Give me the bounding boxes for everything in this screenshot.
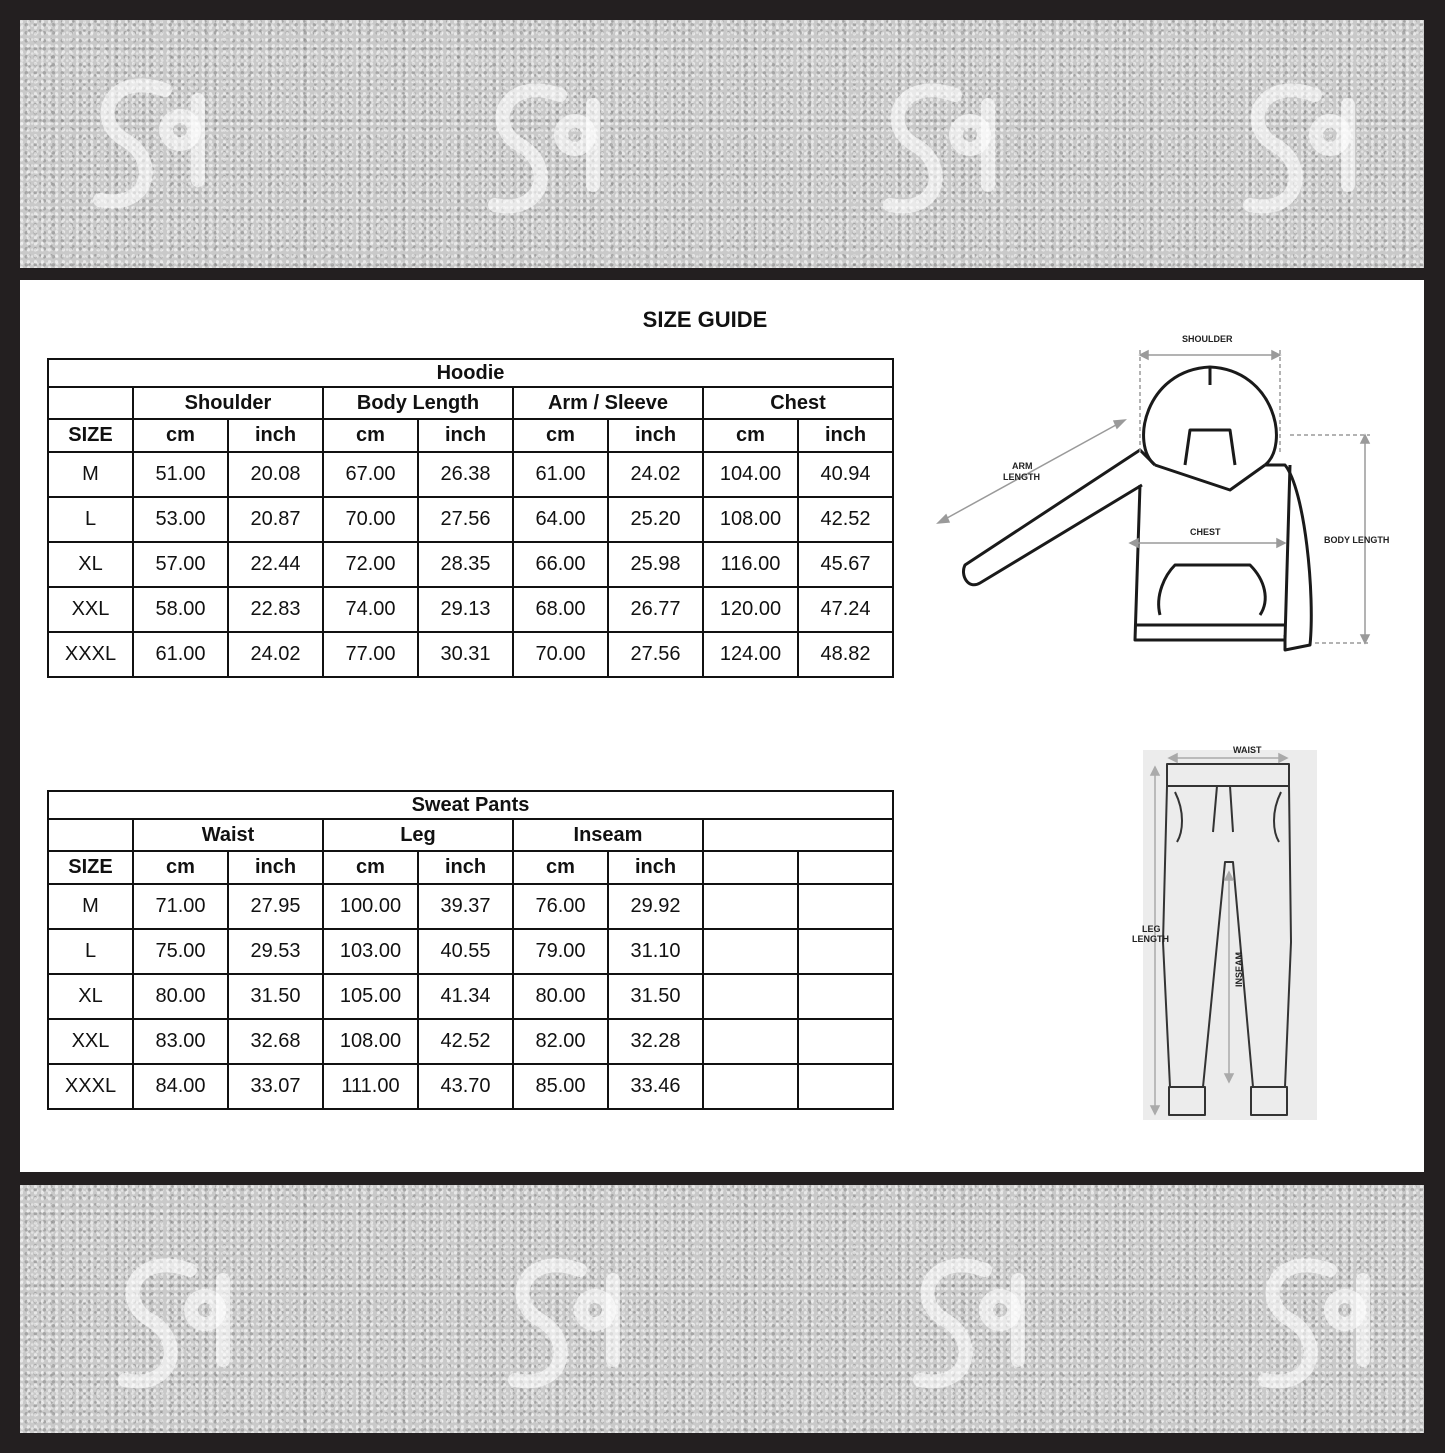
table-caption: Sweat Pants [48, 791, 893, 819]
value-cell: 26.38 [418, 452, 513, 497]
value-cell: 104.00 [703, 452, 798, 497]
unit-header: cm [323, 851, 418, 884]
size-cell: XXXL [48, 1064, 133, 1109]
shoulder-label: SHOULDER [1182, 334, 1233, 344]
unit-header: inch [228, 419, 323, 452]
column-group-header: Leg [323, 819, 513, 851]
unit-header: cm [133, 419, 228, 452]
page-title: SIZE GUIDE [642, 307, 768, 332]
empty-cell [798, 929, 893, 974]
size-cell: XXXL [48, 632, 133, 677]
hoodie-icon [963, 367, 1311, 650]
value-cell: 80.00 [513, 974, 608, 1019]
value-cell: 124.00 [703, 632, 798, 677]
value-cell: 70.00 [513, 632, 608, 677]
value-cell: 85.00 [513, 1064, 608, 1109]
unit-header: inch [418, 419, 513, 452]
table-row [48, 884, 893, 929]
value-cell: 41.34 [418, 974, 513, 1019]
column-group-header: Arm / Sleeve [513, 387, 703, 419]
brand-watermark-logo [485, 1240, 635, 1410]
column-group-header: Chest [703, 387, 893, 419]
value-cell: 100.00 [323, 884, 418, 929]
unit-header: inch [418, 851, 513, 884]
unit-header: cm [513, 851, 608, 884]
brand-watermark-logo [890, 1240, 1040, 1410]
size-cell: L [48, 497, 133, 542]
value-cell: 25.98 [608, 542, 703, 587]
empty-cell [798, 884, 893, 929]
value-cell: 31.10 [608, 929, 703, 974]
size-cell: M [48, 452, 133, 497]
value-cell: 120.00 [703, 587, 798, 632]
value-cell: 29.13 [418, 587, 513, 632]
value-cell: 61.00 [513, 452, 608, 497]
column-group-header: Shoulder [133, 387, 323, 419]
column-group-header: Inseam [513, 819, 703, 851]
empty-cell [798, 1019, 893, 1064]
size-cell: XXL [48, 587, 133, 632]
value-cell: 48.82 [798, 632, 893, 677]
value-cell: 28.35 [418, 542, 513, 587]
empty-cell [703, 974, 798, 1019]
value-cell: 20.08 [228, 452, 323, 497]
table-caption: Hoodie [48, 359, 893, 387]
value-cell: 111.00 [323, 1064, 418, 1109]
hoodie-measurement-diagram [930, 325, 1390, 680]
value-cell: 64.00 [513, 497, 608, 542]
value-cell: 32.68 [228, 1019, 323, 1064]
unit-header: inch [608, 851, 703, 884]
table-row [48, 542, 893, 587]
arm-length-label: ARM [1012, 461, 1033, 471]
value-cell: 42.52 [798, 497, 893, 542]
unit-header: inch [608, 419, 703, 452]
brand-watermark-logo [95, 1240, 245, 1410]
empty-cell [798, 851, 893, 884]
value-cell: 22.83 [228, 587, 323, 632]
value-cell: 75.00 [133, 929, 228, 974]
value-cell: 40.55 [418, 929, 513, 974]
value-cell: 84.00 [133, 1064, 228, 1109]
value-cell: 68.00 [513, 587, 608, 632]
value-cell: 32.28 [608, 1019, 703, 1064]
unit-header: inch [228, 851, 323, 884]
inseam-label: INSEAM [1234, 951, 1244, 987]
brand-watermark-logo [465, 65, 615, 235]
hoodie-size-table [47, 358, 894, 678]
empty-cell [703, 851, 798, 884]
top-pattern-band [20, 20, 1424, 268]
table-row [48, 452, 893, 497]
value-cell: 27.95 [228, 884, 323, 929]
value-cell: 105.00 [323, 974, 418, 1019]
value-cell: 67.00 [323, 452, 418, 497]
size-guide-panel [20, 280, 1424, 1172]
value-cell: 53.00 [133, 497, 228, 542]
size-cell: M [48, 884, 133, 929]
value-cell: 74.00 [323, 587, 418, 632]
value-cell: 103.00 [323, 929, 418, 974]
header-empty-cell [48, 387, 133, 419]
value-cell: 76.00 [513, 884, 608, 929]
value-cell: 116.00 [703, 542, 798, 587]
value-cell: 27.56 [608, 632, 703, 677]
pants-measurement-diagram [1105, 742, 1325, 1132]
value-cell: 29.92 [608, 884, 703, 929]
value-cell: 31.50 [608, 974, 703, 1019]
size-cell: L [48, 929, 133, 974]
value-cell: 33.07 [228, 1064, 323, 1109]
value-cell: 31.50 [228, 974, 323, 1019]
value-cell: 20.87 [228, 497, 323, 542]
value-cell: 72.00 [323, 542, 418, 587]
value-cell: 26.77 [608, 587, 703, 632]
value-cell: 71.00 [133, 884, 228, 929]
table-row [48, 632, 893, 677]
brand-watermark-logo [1220, 65, 1370, 235]
value-cell: 29.53 [228, 929, 323, 974]
value-cell: 61.00 [133, 632, 228, 677]
value-cell: 22.44 [228, 542, 323, 587]
table-row [48, 1064, 893, 1109]
value-cell: 57.00 [133, 542, 228, 587]
value-cell: 70.00 [323, 497, 418, 542]
column-group-header: Body Length [323, 387, 513, 419]
table-row [48, 974, 893, 1019]
empty-cell [703, 1019, 798, 1064]
leg-length-label: LENGTH [1132, 934, 1169, 944]
empty-cell [703, 884, 798, 929]
empty-cell [798, 1064, 893, 1109]
value-cell: 108.00 [323, 1019, 418, 1064]
value-cell: 51.00 [133, 452, 228, 497]
size-cell: XL [48, 542, 133, 587]
size-column-header: SIZE [48, 419, 133, 452]
value-cell: 33.46 [608, 1064, 703, 1109]
unit-header: inch [798, 419, 893, 452]
empty-cell [703, 1064, 798, 1109]
sweat-pants-size-table [47, 790, 894, 1110]
empty-cell [703, 929, 798, 974]
value-cell: 82.00 [513, 1019, 608, 1064]
value-cell: 39.37 [418, 884, 513, 929]
brand-watermark-logo [70, 60, 220, 230]
unit-header: cm [703, 419, 798, 452]
arm-length-label: LENGTH [1003, 472, 1040, 482]
value-cell: 79.00 [513, 929, 608, 974]
empty-group-header [703, 819, 893, 851]
value-cell: 45.67 [798, 542, 893, 587]
value-cell: 80.00 [133, 974, 228, 1019]
bottom-pattern-band [20, 1185, 1424, 1433]
value-cell: 83.00 [133, 1019, 228, 1064]
size-cell: XL [48, 974, 133, 1019]
table-row [48, 929, 893, 974]
value-cell: 24.02 [228, 632, 323, 677]
value-cell: 42.52 [418, 1019, 513, 1064]
value-cell: 24.02 [608, 452, 703, 497]
value-cell: 108.00 [703, 497, 798, 542]
size-cell: XXL [48, 1019, 133, 1064]
value-cell: 43.70 [418, 1064, 513, 1109]
value-cell: 47.24 [798, 587, 893, 632]
body-length-label: BODY LENGTH [1324, 535, 1390, 545]
value-cell: 66.00 [513, 542, 608, 587]
table-row [48, 497, 893, 542]
brand-watermark-logo [1235, 1240, 1385, 1410]
size-column-header: SIZE [48, 851, 133, 884]
table-row [48, 1019, 893, 1064]
empty-cell [798, 974, 893, 1019]
unit-header: cm [323, 419, 418, 452]
value-cell: 40.94 [798, 452, 893, 497]
value-cell: 77.00 [323, 632, 418, 677]
value-cell: 25.20 [608, 497, 703, 542]
header-empty-cell [48, 819, 133, 851]
value-cell: 30.31 [418, 632, 513, 677]
table-row [48, 587, 893, 632]
brand-watermark-logo [860, 65, 1010, 235]
unit-header: cm [133, 851, 228, 884]
column-group-header: Waist [133, 819, 323, 851]
chest-label: CHEST [1190, 527, 1221, 537]
value-cell: 58.00 [133, 587, 228, 632]
waist-label: WAIST [1233, 745, 1262, 755]
leg-length-label: LEG [1142, 924, 1161, 934]
value-cell: 27.56 [418, 497, 513, 542]
unit-header: cm [513, 419, 608, 452]
